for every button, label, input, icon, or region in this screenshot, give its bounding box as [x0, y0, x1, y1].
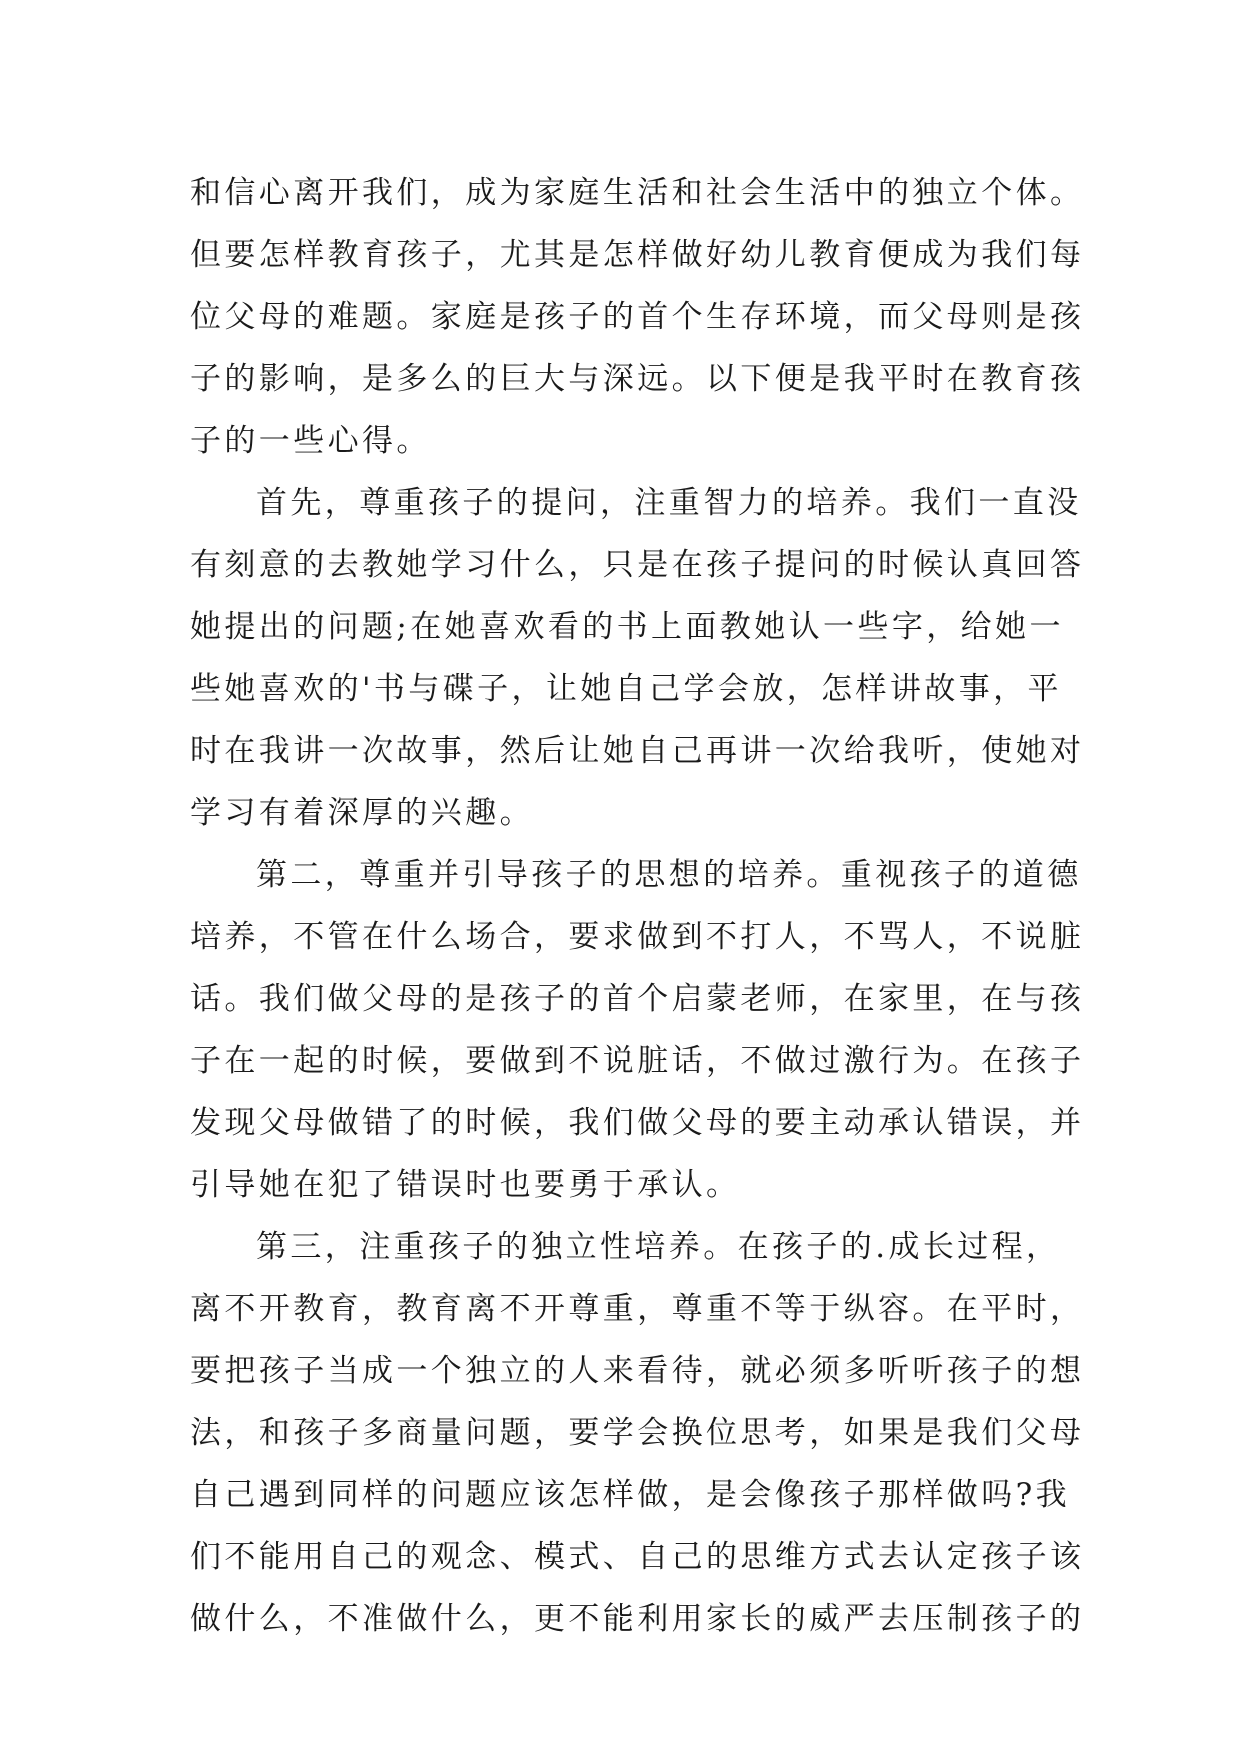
- text-line: 话。我们做父母的是孩子的首个启蒙老师，在家里，在与孩: [190, 981, 1085, 1017]
- body-text: [190, 162, 1085, 1650]
- text-line: 离不开教育，教育离不开尊重，尊重不等于纵容。在平时，: [190, 1291, 1085, 1327]
- text-line: 她提出的问题;在她喜欢看的书上面教她认一些字，给她一: [190, 609, 1064, 645]
- paragraph-first-line: 第二，尊重并引导孩子的思想的培养。重视孩子的道德: [256, 857, 1082, 893]
- paragraph-first-line: 首先，尊重孩子的提问，注重智力的培养。我们一直没: [256, 485, 1082, 521]
- text-line: 子的影响，是多么的巨大与深远。以下便是我平时在教育孩: [190, 361, 1085, 397]
- text-line: 有刻意的去教她学习什么，只是在孩子提问的时候认真回答: [190, 547, 1085, 583]
- text-line: 自己遇到同样的问题应该怎样做，是会像孩子那样做吗?我: [190, 1477, 1071, 1513]
- text-line: 些她喜欢的'书与碟子，让她自己学会放，怎样讲故事，平: [190, 671, 1062, 707]
- text-line: 时在我讲一次故事，然后让她自己再讲一次给我听，使她对: [190, 733, 1085, 769]
- text-line: 们不能用自己的观念、模式、自己的思维方式去认定孩子该: [190, 1539, 1085, 1575]
- text-line: 做什么，不准做什么，更不能利用家长的威严去压制孩子的: [190, 1601, 1085, 1637]
- text-line: 引导她在犯了错误时也要勇于承认。: [190, 1167, 741, 1203]
- text-line: 学习有着深厚的兴趣。: [190, 795, 534, 831]
- text-line: 和信心离开我们，成为家庭生活和社会生活中的独立个体。: [190, 175, 1085, 211]
- text-line: 发现父母做错了的时候，我们做父母的要主动承认错误，并: [190, 1105, 1085, 1141]
- text-line: 位父母的难题。家庭是孩子的首个生存环境，而父母则是孩: [190, 299, 1085, 335]
- text-line: 法，和孩子多商量问题，要学会换位思考，如果是我们父母: [190, 1415, 1085, 1451]
- text-line: 要把孩子当成一个独立的人来看待，就必须多听听孩子的想: [190, 1353, 1085, 1389]
- text-line: 但要怎样教育孩子，尤其是怎样做好幼儿教育便成为我们每: [190, 237, 1085, 273]
- text-line: 子在一起的时候，要做到不说脏话，不做过激行为。在孩子: [190, 1043, 1085, 1079]
- paragraph-first-line: 第三，注重孩子的独立性培养。在孩子的.成长过程，: [256, 1229, 1061, 1265]
- text-line: 培养，不管在什么场合，要求做到不打人，不骂人，不说脏: [190, 919, 1085, 955]
- text-line: 子的一些心得。: [190, 423, 431, 459]
